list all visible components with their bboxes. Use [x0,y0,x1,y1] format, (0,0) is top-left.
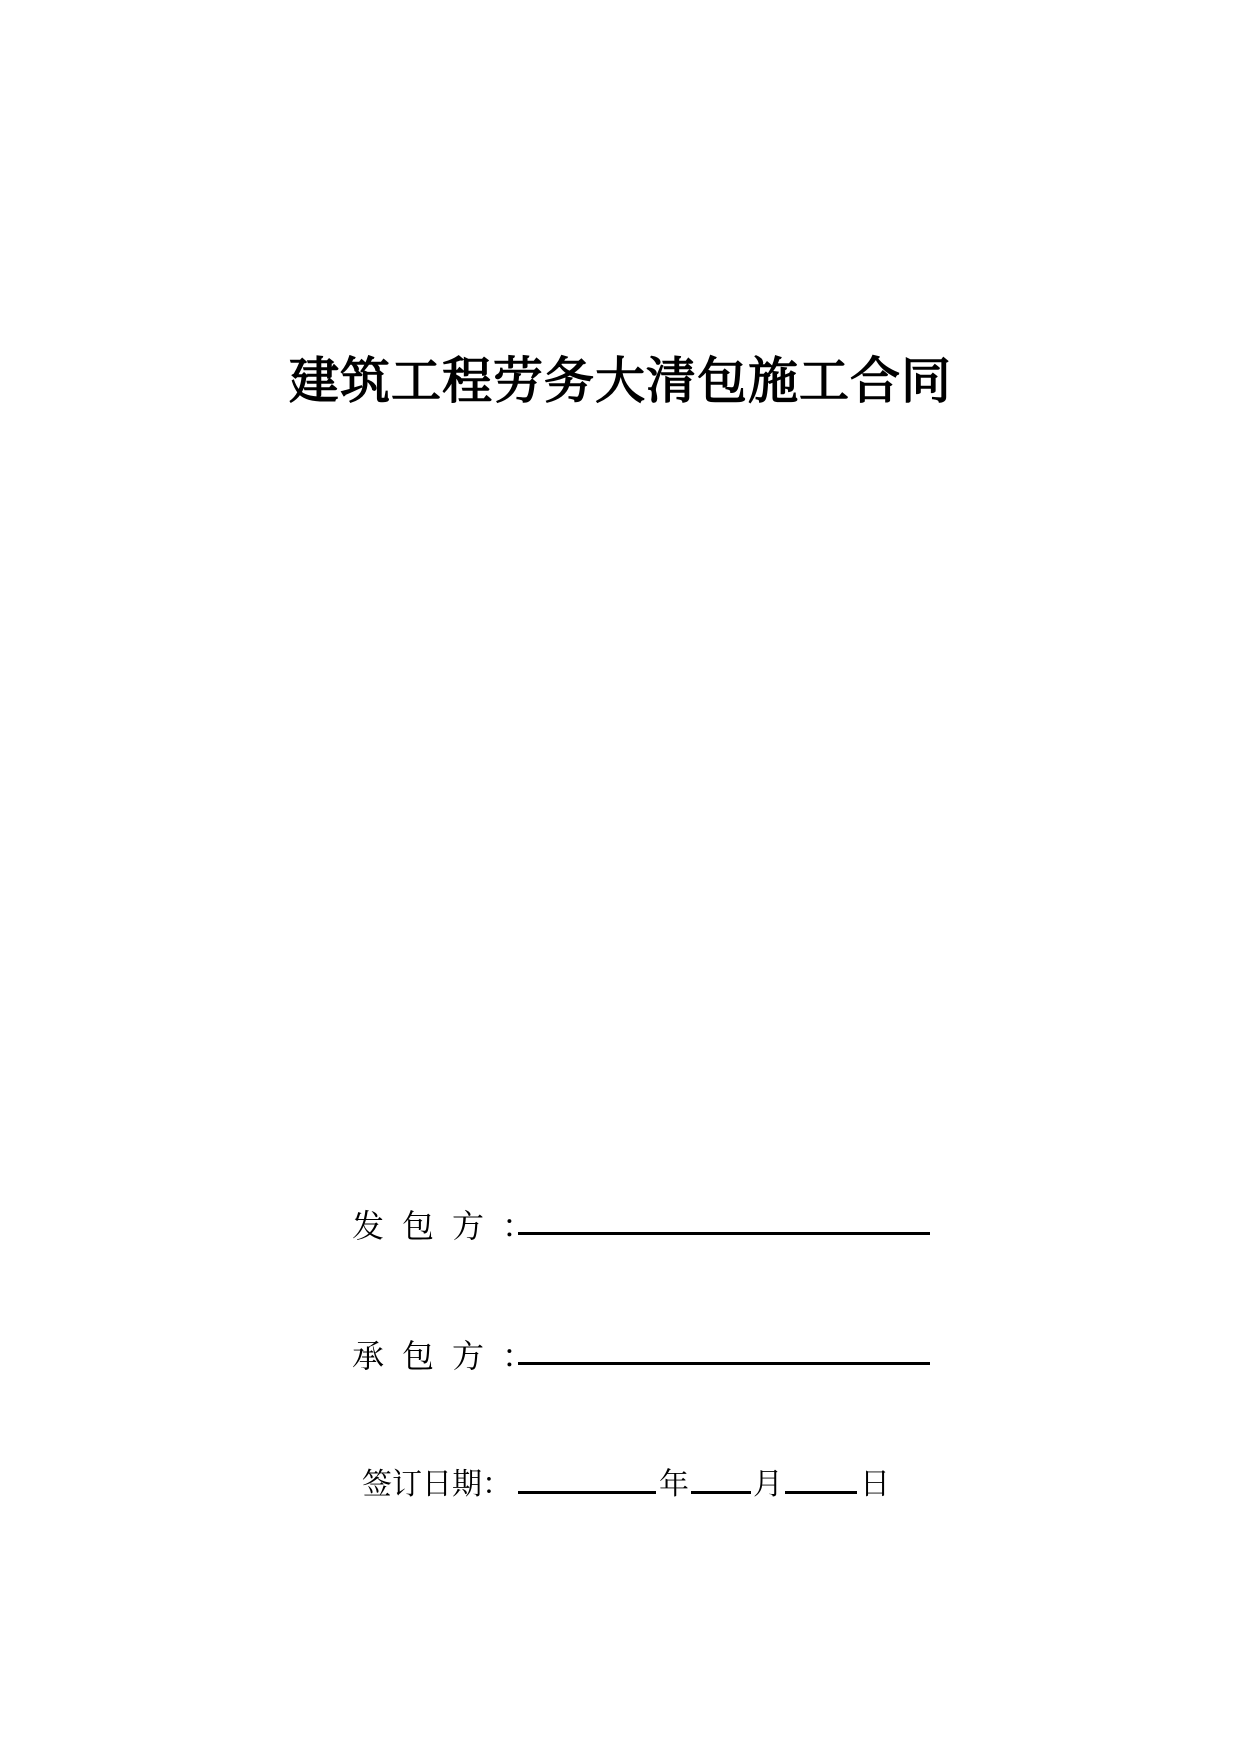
employer-colon: ： [502,1207,535,1245]
sign-date-label: 签订日期： [362,1467,512,1502]
employer-label: 发包方 [352,1207,503,1245]
contract-title: 建筑工程劳务大清包施工合同 [289,351,952,410]
day-unit: 日 [860,1467,890,1502]
employer-blank-line[interactable] [518,1232,930,1235]
year-unit: 年 [659,1467,689,1502]
contractor-blank-line[interactable] [518,1362,930,1365]
contractor-colon: ： [502,1337,535,1375]
year-blank-line[interactable] [518,1491,656,1494]
contractor-label: 承包方 [352,1337,503,1375]
day-blank-line[interactable] [785,1491,857,1494]
month-blank-line[interactable] [691,1491,751,1494]
month-unit: 月 [753,1467,783,1502]
